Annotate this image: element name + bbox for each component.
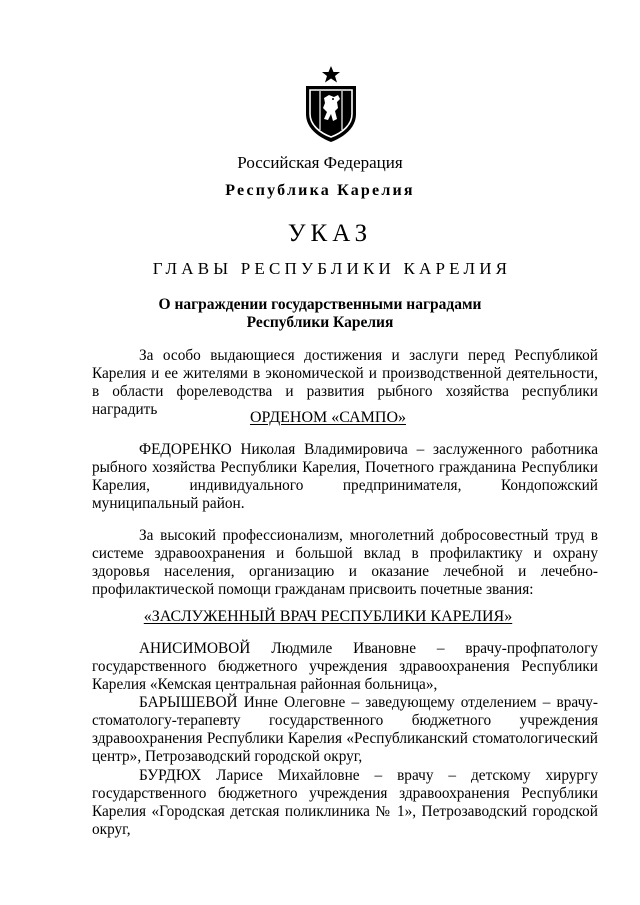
award-heading-order-sampo: ОРДЕНОМ «САМПО» bbox=[249, 409, 407, 426]
intro-paragraph-1: За особо выдающиеся достижения и заслуги перед Республикой Карелия и ее жителями в экономической и производственной деятельности, в области форелеводства и развития рыбного хозяйства республики наградить bbox=[92, 347, 598, 418]
award-heading-honored-doctor: «ЗАСЛУЖЕННЫЙ ВРАЧ РЕСПУБЛИКИ КАРЕЛИЯ» bbox=[143, 608, 513, 625]
republic-name: Республика Карелия bbox=[225, 182, 415, 199]
karelia-coat-of-arms-icon bbox=[300, 64, 362, 144]
award-recipient-fedorenko: ФЕДОРЕНКО Николая Владимировича – заслуженного работника рыбного хозяйства Республики Карелия, Почетного гражданина Республики Карелия, индивидуального предпринимателя, Кондопожский муниципальный район. bbox=[92, 441, 598, 512]
award-recipient-burdyukh: БУРДЮХ Ларисе Михайловне – врачу – детскому хирургу государственного бюджетного учреждения здравоохранения Республики Карелия «Городская детская поликлиника № 1», Петрозаводский городской округ, bbox=[92, 767, 598, 838]
intro-paragraph-2: За высокий профессионализм, многолетний добросовестный труд в системе здравоохранения и большой вклад в профилактику и охрану здоровья населения, организацию и оказание лечебной и лечебно-профилактической помощи гражданам присвоить почетные звания: bbox=[92, 527, 598, 598]
document-subject bbox=[0, 296, 640, 332]
country-name: Российская Федерация bbox=[237, 153, 403, 172]
document-issuer: ГЛАВЫ РЕСПУБЛИКИ КАРЕЛИЯ bbox=[152, 259, 512, 278]
award-recipient-barysheva: БАРЫШЕВОЙ Инне Олеговне – заведующему отделением – врачу-стоматологу-терапевту государственного бюджетного учреждения здравоохранения Республики Карелия «Республиканский стоматологический центр», Петрозаводский городской округ, bbox=[92, 694, 598, 765]
subject-line-1: О награждении государственными наградами bbox=[158, 296, 482, 313]
document-type: УКАЗ bbox=[287, 220, 373, 247]
award-recipient-anisimova: АНИСИМОВОЙ Людмиле Ивановне – врачу-профпатологу государственного бюджетного учреждения здравоохранения Республики Карелия «Кемская центральная районная больница», bbox=[92, 640, 598, 693]
subject-line-2: Республики Карелия bbox=[246, 314, 394, 331]
